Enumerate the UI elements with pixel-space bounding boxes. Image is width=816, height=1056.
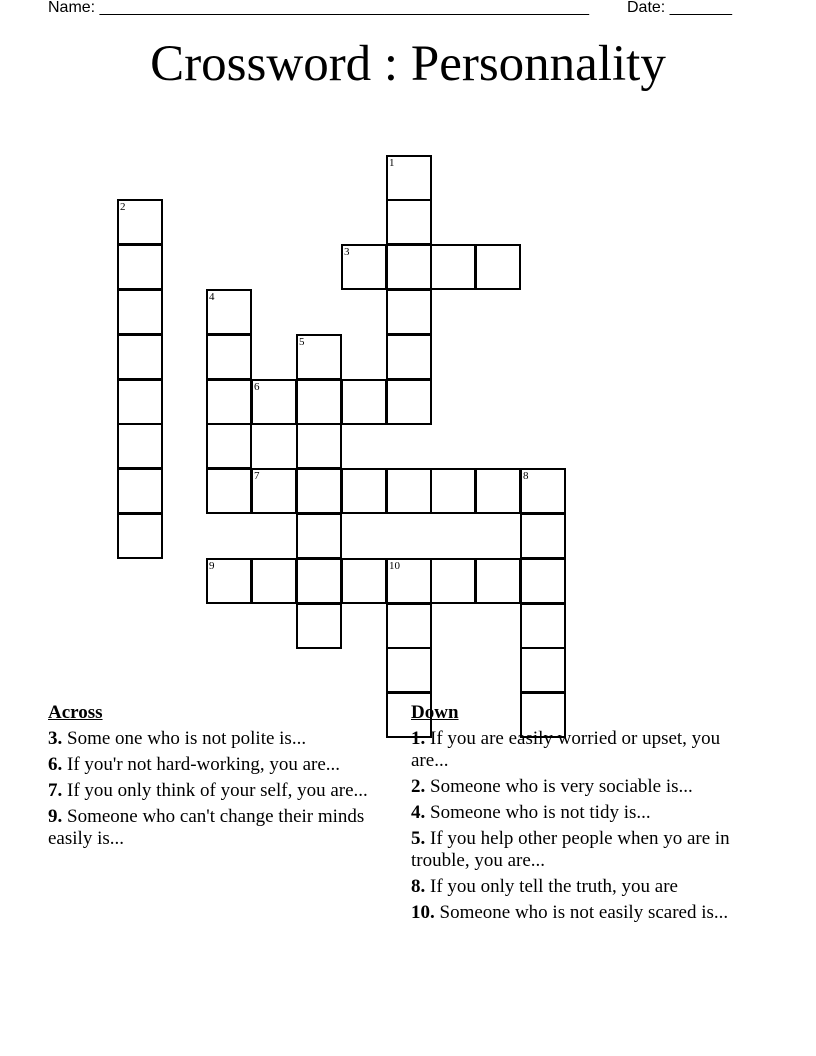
grid-cell[interactable] — [341, 379, 387, 425]
grid-cell[interactable] — [386, 647, 432, 693]
down-heading: Down — [411, 702, 459, 723]
grid-cell[interactable] — [206, 423, 252, 469]
grid-cell[interactable] — [296, 423, 342, 469]
grid-cell[interactable] — [117, 468, 163, 514]
across-clue — [48, 780, 378, 802]
grid-cell[interactable] — [206, 379, 252, 425]
clue-number: 7. — [48, 780, 63, 801]
grid-cell[interactable] — [296, 468, 342, 514]
date-field-line: Date: _______ — [627, 0, 732, 16]
grid-cell-10[interactable] — [386, 558, 432, 604]
clue-number: 8. — [411, 876, 426, 897]
clue-text: If you'r not hard-working, you are... — [67, 754, 341, 775]
across-clues — [48, 702, 378, 854]
clue-number: 9. — [48, 806, 63, 827]
grid-cell[interactable] — [117, 289, 163, 335]
grid-cell[interactable] — [251, 558, 297, 604]
grid-cell-6[interactable] — [251, 379, 297, 425]
name-field-line: Name: _______________________________________________________ — [48, 0, 589, 16]
clue-number-label: 5 — [299, 336, 305, 348]
clue-number-label: 6 — [254, 381, 260, 393]
grid-cell[interactable] — [386, 199, 432, 245]
grid-cell[interactable] — [117, 244, 163, 290]
clue-text: Someone who can't change their minds easily is... — [48, 806, 365, 849]
clue-number: 2. — [411, 776, 426, 797]
grid-cell[interactable] — [296, 603, 342, 649]
clue-number: 3. — [48, 728, 63, 749]
clue-number-label: 9 — [209, 560, 215, 572]
clue-text: If you only think of your self, you are... — [67, 780, 368, 801]
clue-text: Someone who is not tidy is... — [430, 802, 651, 823]
down-clue — [411, 728, 756, 772]
grid-cell[interactable] — [341, 468, 387, 514]
down-clue — [411, 802, 756, 824]
grid-cell-9[interactable] — [206, 558, 252, 604]
clue-number-label: 8 — [523, 470, 529, 482]
grid-cell[interactable] — [520, 513, 566, 559]
grid-cell[interactable] — [430, 468, 476, 514]
grid-cell[interactable] — [296, 379, 342, 425]
down-clue — [411, 876, 756, 898]
clue-text: If you help other people when yo are in trouble, you are... — [411, 828, 730, 871]
clue-number: 4. — [411, 802, 426, 823]
grid-cell[interactable] — [117, 513, 163, 559]
down-clue — [411, 902, 756, 924]
clue-text: Someone who is very sociable is... — [430, 776, 693, 797]
grid-cell[interactable] — [475, 468, 521, 514]
grid-cell[interactable] — [386, 603, 432, 649]
grid-cell[interactable] — [341, 558, 387, 604]
grid-cell[interactable] — [475, 244, 521, 290]
across-heading: Across — [48, 702, 103, 723]
grid-cell[interactable] — [386, 379, 432, 425]
clue-number-label: 7 — [254, 470, 260, 482]
grid-cell[interactable] — [386, 468, 432, 514]
grid-cell-3[interactable] — [341, 244, 387, 290]
clue-number-label: 1 — [389, 157, 395, 169]
grid-cell[interactable] — [117, 423, 163, 469]
clue-number-label: 4 — [209, 291, 215, 303]
down-clue — [411, 828, 756, 872]
across-clue — [48, 754, 378, 776]
grid-cell[interactable] — [206, 468, 252, 514]
grid-cell-5[interactable] — [296, 334, 342, 380]
clue-text: If you are easily worried or upset, you are... — [411, 728, 721, 771]
clue-text: Someone who is not easily scared is... — [439, 902, 729, 923]
across-clue — [48, 806, 378, 850]
grid-cell-1[interactable] — [386, 155, 432, 201]
clue-number: 10. — [411, 902, 435, 923]
grid-cell[interactable] — [520, 647, 566, 693]
clue-number: 6. — [48, 754, 63, 775]
grid-cell-7[interactable] — [251, 468, 297, 514]
down-clues — [411, 702, 756, 928]
page-title: Crossword : Personnality — [150, 36, 666, 92]
clue-text: If you only tell the truth, you are — [430, 876, 678, 897]
grid-cell[interactable] — [386, 244, 432, 290]
clue-number: 5. — [411, 828, 426, 849]
grid-cell-2[interactable] — [117, 199, 163, 245]
grid-cell[interactable] — [117, 379, 163, 425]
grid-cell[interactable] — [475, 558, 521, 604]
grid-cell[interactable] — [386, 289, 432, 335]
grid-cell[interactable] — [117, 334, 163, 380]
grid-cell[interactable] — [206, 334, 252, 380]
clue-number-label: 2 — [120, 201, 126, 213]
clue-text: Some one who is not polite is... — [67, 728, 307, 749]
grid-cell[interactable] — [430, 244, 476, 290]
grid-cell[interactable] — [296, 513, 342, 559]
grid-cell[interactable] — [430, 558, 476, 604]
clue-number-label: 10 — [389, 560, 400, 572]
across-clue — [48, 728, 378, 750]
grid-cell[interactable] — [296, 558, 342, 604]
grid-cell[interactable] — [520, 603, 566, 649]
grid-cell[interactable] — [520, 558, 566, 604]
clue-number-label: 3 — [344, 246, 350, 258]
grid-cell-4[interactable] — [206, 289, 252, 335]
clue-number: 1. — [411, 728, 426, 749]
grid-cell[interactable] — [386, 334, 432, 380]
down-clue — [411, 776, 756, 798]
grid-cell-8[interactable] — [520, 468, 566, 514]
